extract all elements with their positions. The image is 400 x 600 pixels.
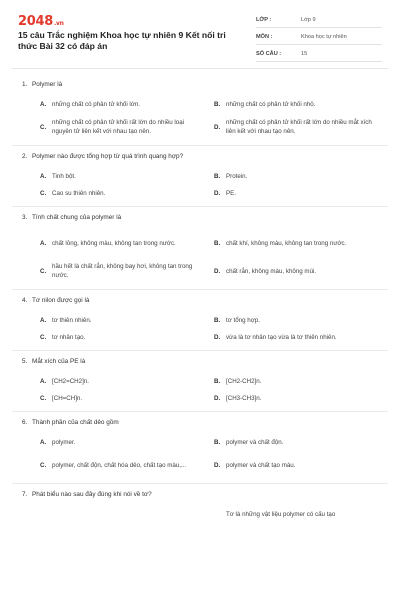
- option-letter: D.: [214, 395, 221, 402]
- meta-key: SỐ CÂU :: [256, 51, 282, 57]
- option-letter: A.: [40, 439, 47, 446]
- option-text: Tinh bột.: [52, 173, 76, 180]
- meta-row-count: [256, 48, 382, 62]
- option-a[interactable]: [40, 373, 214, 390]
- question-list: [12, 74, 388, 523]
- question-text: Polymer nào được tổng hợp từ quá trình quang hợp?: [32, 153, 184, 160]
- option-letter: C.: [40, 334, 47, 341]
- option-c[interactable]: [40, 113, 214, 141]
- option-b[interactable]: [214, 229, 388, 257]
- option-grid: [12, 373, 388, 407]
- option-text: Tơ là những vật liệu polymer có cấu tạo: [226, 511, 336, 518]
- option-a[interactable]: [40, 506, 214, 523]
- option-grid: [12, 506, 388, 523]
- option-b[interactable]: [214, 434, 388, 451]
- question-text: Polymer là: [32, 81, 63, 88]
- option-text: tơ nhân tạo.: [52, 334, 86, 341]
- option-letter: A.: [40, 239, 47, 247]
- option-letter: B.: [214, 317, 221, 324]
- option-text: polymer và chất độn.: [226, 439, 284, 446]
- option-letter: A.: [40, 378, 47, 385]
- question-number: 7.: [22, 491, 28, 498]
- question-text: Thành phần của chất dẻo gồm: [32, 419, 119, 426]
- option-grid: [12, 312, 388, 346]
- option-text: chất khí, không màu, không tan trong nước.: [226, 239, 347, 247]
- question-text: Tơ nilon được gọi là: [32, 297, 90, 304]
- option-c[interactable]: [40, 329, 214, 346]
- option-text: những chất có phân tử khối lớn.: [52, 101, 141, 108]
- option-d[interactable]: [214, 113, 388, 141]
- option-a[interactable]: [40, 312, 214, 329]
- option-letter: C.: [40, 190, 47, 197]
- option-letter: C.: [40, 123, 47, 131]
- option-d[interactable]: [214, 257, 388, 285]
- option-text: tơ thiên nhiên.: [52, 317, 92, 324]
- option-b[interactable]: [214, 96, 388, 113]
- option-b[interactable]: [214, 168, 388, 185]
- question-text: Phát biểu nào sau đây đúng khi nói về tơ?: [32, 491, 152, 498]
- question-number: 5.: [22, 358, 28, 365]
- option-text: những chất có phân tử khối nhỏ.: [226, 101, 316, 108]
- option-b[interactable]: [214, 312, 388, 329]
- option-letter: A.: [40, 173, 47, 180]
- option-text: [CH2-CH2]n.: [226, 378, 262, 385]
- option-grid: [12, 434, 388, 479]
- option-letter: D.: [214, 123, 221, 131]
- option-letter: C.: [40, 267, 47, 275]
- logo-domain-text: .vn: [53, 20, 64, 27]
- header-divider: [12, 68, 388, 69]
- option-text: vừa là tơ nhân tạo vừa là tơ thiên nhiên.: [226, 334, 337, 341]
- option-grid: [12, 96, 388, 141]
- meta-row-class: [256, 14, 382, 28]
- option-b[interactable]: [214, 373, 388, 390]
- option-text: polymer và chất tạo màu.: [226, 461, 296, 469]
- option-letter: B.: [214, 378, 221, 385]
- option-grid: [12, 168, 388, 202]
- question-number: 6.: [22, 419, 28, 426]
- logo-main-text: 2048: [18, 14, 53, 29]
- option-letter: A.: [40, 317, 47, 324]
- document-header: [18, 14, 382, 62]
- document-meta: [256, 14, 382, 65]
- option-c[interactable]: [40, 185, 214, 202]
- option-letter: D.: [214, 267, 221, 275]
- question-number: 1.: [22, 81, 28, 88]
- option-d[interactable]: [214, 390, 388, 407]
- meta-value: 15: [301, 51, 308, 57]
- option-text: Protein.: [226, 173, 248, 180]
- question-text: Tính chất chung của polymer là: [32, 214, 122, 221]
- option-c[interactable]: [40, 451, 214, 479]
- option-text: [CH2=CH2]n.: [52, 378, 89, 385]
- option-text: những chất có phân tử khối rất lớn do nhiều loại nguyên tử liên kết với nhau tạo nên.: [52, 119, 185, 135]
- option-d[interactable]: [214, 329, 388, 346]
- meta-row-subject: [256, 31, 382, 45]
- meta-value: Khoa học tự nhiên: [301, 34, 347, 40]
- question-1: [12, 74, 388, 141]
- option-text: polymer.: [52, 439, 76, 446]
- option-c[interactable]: [40, 257, 214, 285]
- option-letter: D.: [214, 334, 221, 341]
- option-b[interactable]: [214, 506, 388, 523]
- option-text: Cao su thiên nhiên.: [52, 190, 106, 197]
- meta-value: Lớp 9: [301, 17, 316, 23]
- option-c[interactable]: [40, 390, 214, 407]
- option-text: hầu hết là chất rắn, không bay hơi, không tan trong nước.: [52, 263, 193, 279]
- question-number: 3.: [22, 214, 28, 221]
- option-letter: B.: [214, 101, 221, 108]
- site-logo[interactable]: [18, 14, 64, 29]
- option-letter: C.: [40, 395, 47, 402]
- option-a[interactable]: [40, 96, 214, 113]
- option-d[interactable]: [214, 451, 388, 479]
- question-6: [12, 411, 388, 479]
- meta-key: MÔN :: [256, 34, 273, 40]
- option-text: chất lỏng, không màu, không tan trong nước.: [52, 239, 176, 247]
- option-letter: B.: [214, 239, 221, 247]
- option-text: [CH3-CH3]n.: [226, 395, 262, 402]
- option-text: [CH=CH]n.: [52, 395, 83, 402]
- option-letter: C.: [40, 461, 47, 469]
- question-number: 2.: [22, 153, 28, 160]
- option-a[interactable]: [40, 168, 214, 185]
- meta-key: LỚP :: [256, 17, 272, 23]
- question-7: [12, 483, 388, 523]
- option-text: những chất có phân tử khối rất lớn do nhiều mắt xích liên kết với nhau tạo nên.: [226, 119, 372, 135]
- option-text: chất rắn, không màu, không mùi.: [226, 267, 317, 275]
- document-title: 15 câu Trắc nghiệm Khoa học tự nhiên 9 Kết nối tri thức Bài 32 có đáp án: [18, 30, 226, 51]
- option-text: polymer, chất độn, chất hóa dẻo, chất tạo màu,...: [52, 461, 187, 469]
- option-letter: A.: [40, 101, 47, 108]
- option-letter: B.: [214, 173, 221, 180]
- option-a[interactable]: [40, 434, 214, 451]
- question-number: 4.: [22, 297, 28, 304]
- option-text: tơ tổng hợp.: [226, 317, 260, 324]
- option-grid: [12, 229, 388, 285]
- option-letter: D.: [214, 190, 221, 197]
- option-text: PE.: [226, 190, 236, 197]
- option-letter: B.: [214, 439, 221, 446]
- question-text: Mắt xích của PE là: [32, 358, 86, 365]
- option-letter: D.: [214, 461, 221, 469]
- question-4: [12, 289, 388, 346]
- question-3: [12, 206, 388, 285]
- option-d[interactable]: [214, 185, 388, 202]
- question-2: [12, 145, 388, 202]
- question-5: [12, 350, 388, 407]
- option-a[interactable]: [40, 229, 214, 257]
